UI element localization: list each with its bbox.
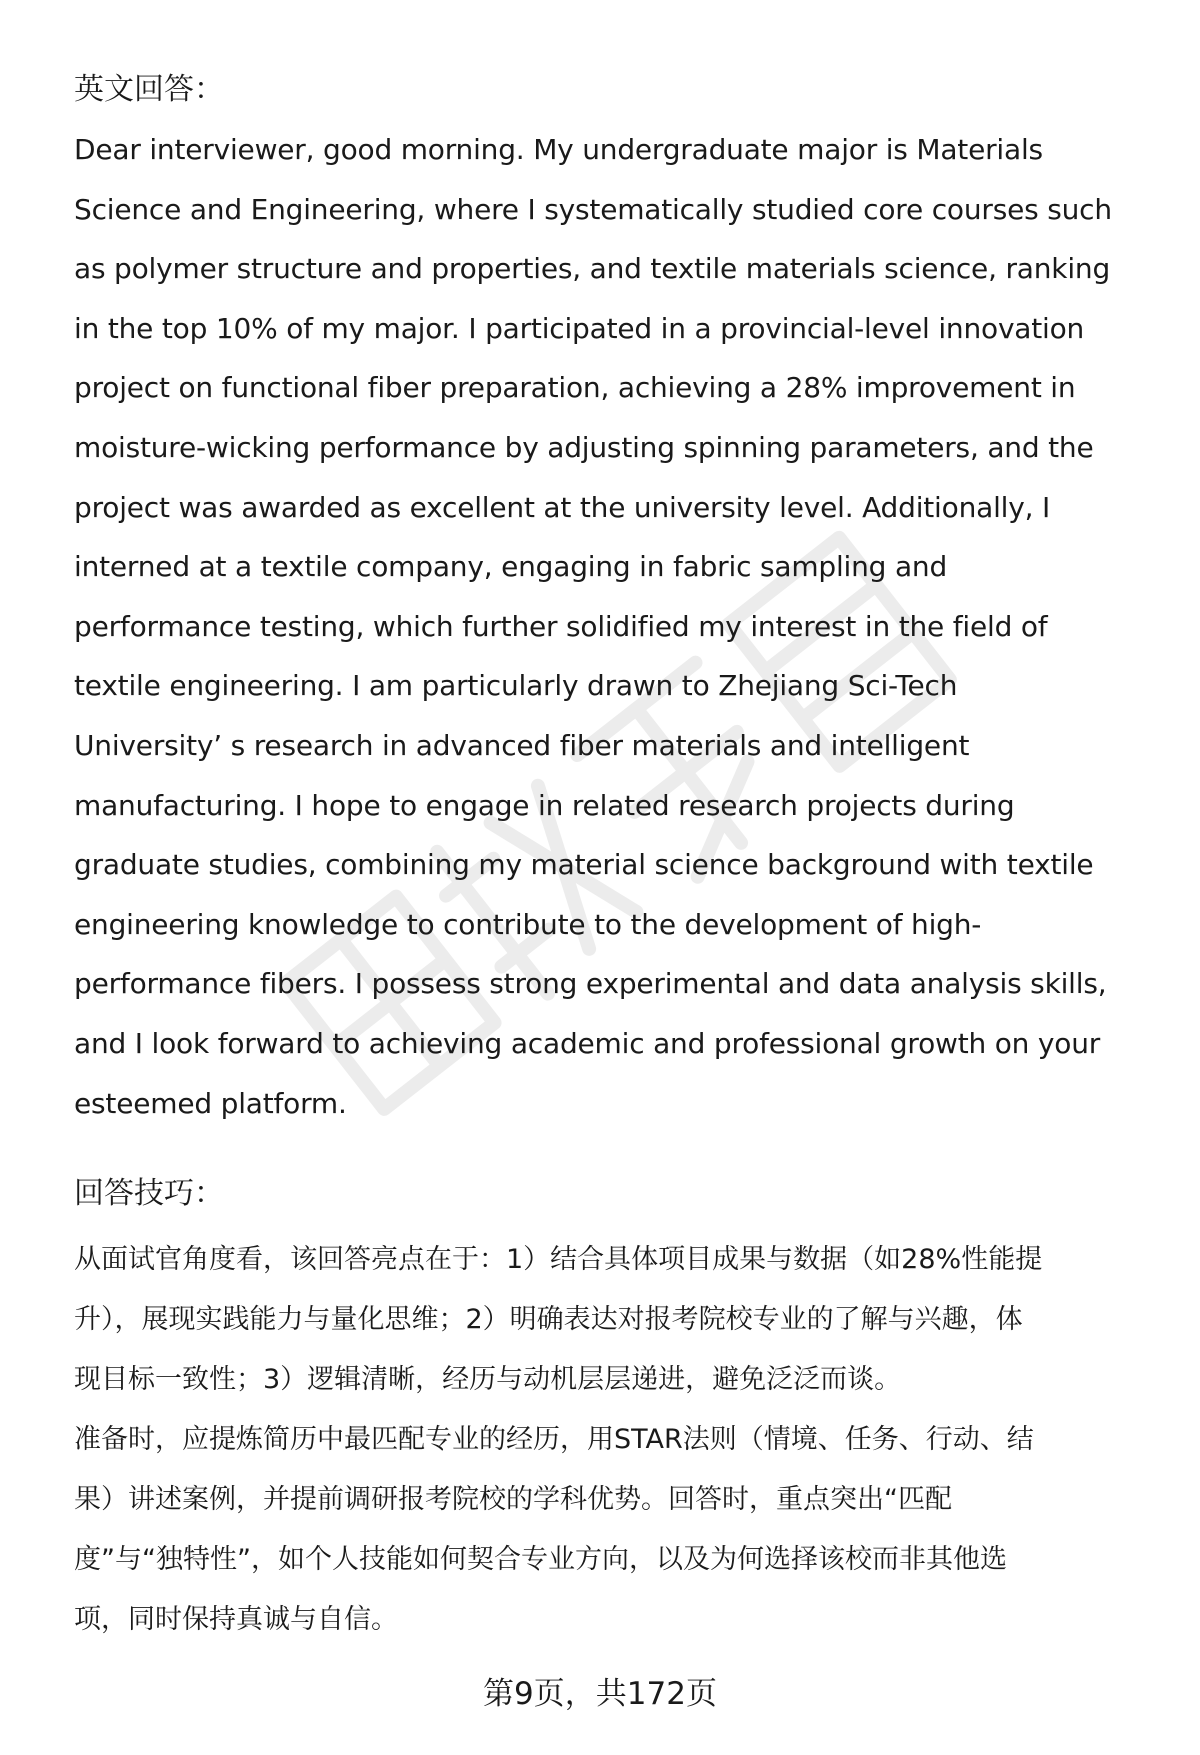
english-answer-line: engineering knowledge to contribute to the development of high- (74, 907, 982, 941)
english-answer-line: in the top 10% of my major. I participated in a provincial-level innovation (74, 311, 1085, 345)
english-answer-line: performance fibers. I possess strong experimental and data analysis skills, (74, 967, 1107, 1001)
english-answer-line: Science and Engineering, where I systematically studied core courses such (74, 192, 1112, 226)
english-answer-line: textile engineering. I am particularly drawn to Zhejiang Sci-Tech (74, 669, 958, 703)
tips-line: 现目标一致性；3）逻辑清晰，经历与动机层层递进，避免泛泛而谈。 (74, 1364, 902, 1395)
tips-line: 果）讲述案例，并提前调研报考院校的学科优势。回答时，重点突出“匹配 (74, 1484, 952, 1515)
english-answer-text (74, 120, 1154, 1133)
tips-line: 度”与“独特性”，如个人技能如何契合专业方向，以及为何选择该校而非其他选 (74, 1544, 1007, 1575)
english-answer-line: esteemed platform. (74, 1086, 347, 1120)
tips-line: 从面试官角度看，该回答亮点在于：1）结合具体项目成果与数据（如28%性能提 (74, 1244, 1043, 1275)
tips-line: 准备时，应提炼简历中最匹配专业的经历，用STAR法则（情境、任务、行动、结 (74, 1424, 1034, 1455)
english-answer-line: moisture-wicking performance by adjusting spinning parameters, and the (74, 430, 1094, 464)
english-answer-line: University’ s research in advanced fiber materials and intelligent (74, 728, 970, 762)
tips-line: 升），展现实践能力与量化思维；2）明确表达对报考院校专业的了解与兴趣，体 (74, 1304, 1023, 1335)
english-answer-line: project was awarded as excellent at the university level. Additionally, I (74, 490, 1051, 524)
english-answer-line: graduate studies, combining my material science background with textile (74, 848, 1094, 882)
english-answer-label: 英文回答： (74, 72, 224, 107)
english-answer-line: manufacturing. I hope to engage in related research projects during (74, 788, 1015, 822)
english-answer-line: as polymer structure and properties, and textile materials science, ranking (74, 252, 1111, 286)
tips-label: 回答技巧： (74, 1176, 224, 1211)
english-answer-line: performance testing, which further solidified my interest in the field of (74, 609, 1048, 643)
page-number: 第9页，共172页 (483, 1676, 717, 1712)
english-answer-line: and I look forward to achieving academic and professional growth on your (74, 1026, 1101, 1060)
english-answer-line: interned at a textile company, engaging in fabric sampling and (74, 550, 948, 584)
tips-line: 项，同时保持真诚与自信。 (74, 1604, 398, 1635)
tips-text (74, 1230, 1164, 1650)
english-answer-line: project on functional fiber preparation, achieving a 28% improvement in (74, 371, 1076, 405)
english-answer-line: Dear interviewer, good morning. My undergraduate major is Materials (74, 133, 1043, 166)
